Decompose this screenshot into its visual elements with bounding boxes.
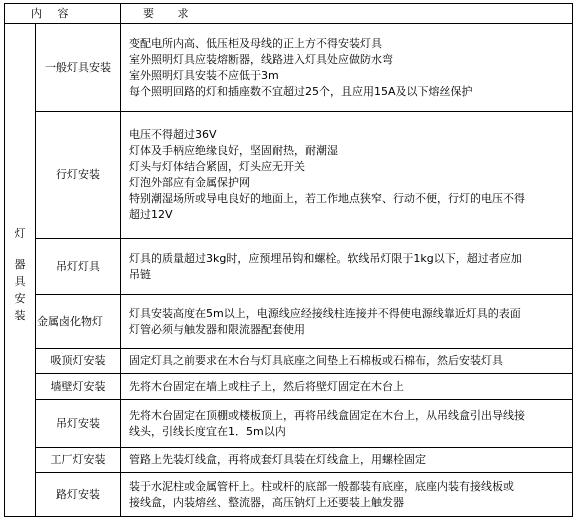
table-header-row: [5, 4, 573, 24]
requirement-line: 吊链: [129, 267, 151, 281]
item-cell: 路灯安装: [36, 473, 121, 517]
requirement-line: 电压不得超过36V: [129, 128, 217, 141]
table-row: [5, 448, 573, 473]
item-cell: 墙壁灯安装: [36, 374, 121, 400]
category-char: 器: [14, 257, 26, 271]
requirement-cell: [121, 349, 573, 374]
item-cell: 行灯安装: [36, 112, 121, 239]
requirement-line: 固定灯具之前要求在木台与灯具底座之间垫上石棉板或石棉布，然后安装灯具: [129, 354, 503, 367]
item-cell: 一般灯具安装: [36, 24, 121, 112]
requirement-cell: [121, 448, 573, 473]
requirement-line: 先将木台固定在顶棚或楼板顶上，再将吊线盒固定在木台上，从吊线盒引出导线接: [129, 408, 525, 422]
requirement-cell: [121, 112, 573, 239]
requirement-cell: [121, 400, 573, 448]
header-requirement: 要 求: [121, 4, 573, 24]
requirement-line: 装于水泥柱或金属管杆上。柱或杆的底部一般都装有底座，底座内装有接线板或: [129, 479, 514, 493]
lighting-installation-table: [4, 3, 573, 517]
requirement-line: 线头，引线长度宜在1．5m以内: [129, 424, 286, 438]
item-cell: 工厂灯安装: [36, 448, 121, 473]
requirement-line: 管路上先装灯线盒，再将成套灯具装在灯线盒上，用螺栓固定: [129, 453, 426, 466]
table-row: [5, 400, 573, 448]
requirement-line: 变配电所内高、低压柜及母线的正上方不得安装灯具: [129, 36, 382, 50]
table-row: [5, 374, 573, 400]
requirement-cell: [121, 374, 573, 400]
category-char: 具: [14, 274, 26, 288]
table-row: [5, 24, 573, 112]
category-char: 灯: [14, 226, 26, 240]
requirement-line: 室外照明灯具安装不应低于3m: [129, 68, 279, 82]
requirement-line: 灯体及手柄应绝缘良好，坚固耐热，耐潮湿: [129, 144, 338, 157]
requirement-line: 室外照明灯具应装熔断器，线路进入灯具处应做防水弯: [129, 52, 393, 66]
table-row: [5, 239, 573, 295]
requirement-line: 接线盒，内装熔丝、整流器，高压钠灯上还要装上触发器: [129, 495, 404, 509]
requirement-line: 灯泡外部应有金属保护网: [129, 176, 250, 189]
requirement-line: 灯头与灯体结合紧固，灯头应无开关: [129, 160, 305, 173]
requirement-line: 每个照明回路的灯和插座数不宜超过25个，且应用15A及以下熔丝保护: [129, 84, 473, 98]
item-cell: 吊灯灯具: [36, 239, 121, 295]
item-cell: 金属卤化物灯: [36, 295, 121, 349]
table-row: [5, 473, 573, 517]
requirement-line: 灯具的质量超过3kg时，应预埋吊钩和螺栓。软线吊灯限于1kg以下，超过者应加: [129, 251, 522, 265]
requirement-line: 特别潮湿场所或导电良好的地面上，若工作地点狭窄、行动不便，行灯的电压不得: [129, 192, 525, 205]
item-cell: 吊灯安装: [36, 400, 121, 448]
header-content: 内 容: [5, 4, 121, 24]
requirement-line: 灯具安装高度在5m以上，电源线应经接线柱连接并不得使电源线靠近灯具的表面: [129, 306, 521, 320]
requirement-cell: [121, 239, 573, 295]
requirement-cell: [121, 295, 573, 349]
table-row: [5, 349, 573, 374]
category-char: 装: [14, 308, 26, 322]
table-row: [5, 112, 573, 239]
category-cell: [5, 24, 36, 517]
category-char: 安: [14, 291, 26, 305]
table-row: [5, 295, 573, 349]
item-cell: 吸顶灯安装: [36, 349, 121, 374]
requirement-cell: [121, 24, 573, 112]
requirement-cell: [121, 473, 573, 517]
requirement-line: 超过12V: [129, 208, 173, 221]
requirement-line: 先将木台固定在墙上或柱子上，然后将壁灯固定在木台上: [129, 379, 404, 393]
requirement-line: 灯管必须与触发器和限流器配套使用: [129, 322, 305, 336]
